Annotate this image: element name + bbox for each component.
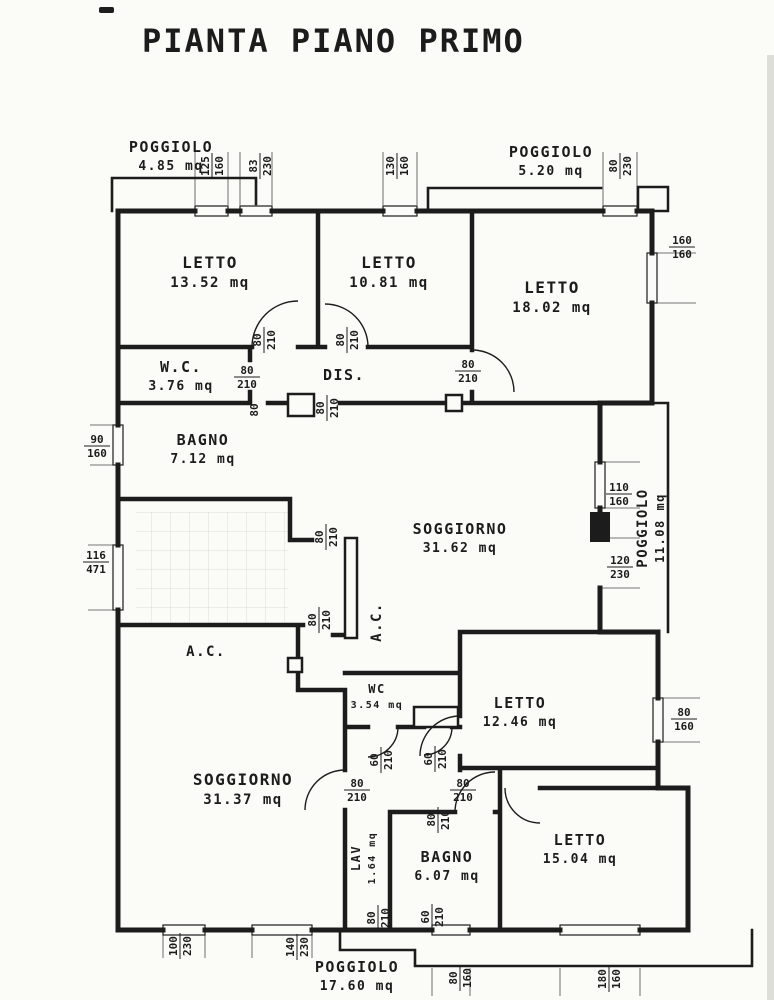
dim-label [344,777,370,804]
room-label-poggiolo-bottom [315,958,399,994]
dim-denominator: 210 [328,398,341,418]
dim-label [199,153,226,179]
room-label-text: POGGIOLO [635,488,651,568]
dim-label [669,234,695,261]
dim-numerator: 80 [334,333,347,347]
dim-numerator: 80 [456,777,470,790]
svg-text:POGGIOLO17.60 mq [315,958,399,994]
dim-denominator: 160 [461,968,474,988]
dim-label [607,554,633,581]
room-label-text: BAGNO [420,848,474,866]
dim-numerator: 80 [251,333,264,347]
dim-numerator: 125 [199,156,212,176]
dim-numerator: 160 [672,234,692,247]
room-label-letto-5 [543,831,618,867]
dim-numerator: 110 [609,481,629,494]
dim-denominator: 210 [348,330,361,350]
room-label-text: 10.81 mq [349,275,429,291]
room-label-text: SOGGIORNO [412,520,508,538]
svg-text:BAGNO7.12 mq [170,431,235,467]
dim-denominator: 230 [181,936,194,956]
room-label-letto-3 [512,278,591,316]
dim-numerator: 80 [248,403,261,417]
dim-numerator: 60 [422,752,435,766]
dim-denominator: 471 [86,563,106,576]
dim-denominator: 210 [347,791,367,804]
room-label-bagno-2 [414,848,479,884]
room-label-text: 11.08 mq [653,493,667,563]
dim-numerator: 120 [610,554,630,567]
dim-numerator: 60 [368,753,381,767]
room-label-letto-1 [170,253,249,291]
dim-label [607,153,634,179]
dim-label [247,153,274,179]
room-label-text: W.C. [159,358,203,376]
room-label-text: POGGIOLO [508,143,594,161]
dim-numerator: 80 [461,358,475,371]
dim-denominator: 210 [379,908,392,928]
dim-numerator: 83 [247,159,260,173]
room-label-text: 4.85 mq [138,159,204,174]
svg-text:POGGIOLO5.20 mq [509,143,593,179]
room-label-text: WC [368,682,386,696]
dim-numerator: 130 [384,156,397,176]
room-label-text: 15.04 mq [542,852,618,867]
dim-denominator: 210 [265,330,278,350]
room-label-text: LAV [349,844,363,872]
dim-label [422,746,449,772]
dim-numerator: 80 [306,613,319,627]
room-label-wc-1 [148,358,213,394]
dim-denominator: 210 [439,810,452,830]
room-label-text: 18.02 mq [512,300,592,316]
room-label-letto-4 [483,694,558,730]
dim-label [314,395,341,421]
room-label-text: POGGIOLO [314,958,400,976]
dim-denominator: 160 [398,156,411,176]
svg-text:DIS. [323,366,365,384]
dim-label [306,607,333,633]
plan-title: PIANTA PIANO PRIMO [142,22,525,60]
wall-pillar [288,394,314,416]
room-label-text: LETTO [553,831,607,849]
dim-denominator: 210 [433,907,446,927]
dim-denominator: 160 [213,156,226,176]
stair-grid [136,512,288,622]
dim-label [384,153,411,179]
room-label-text: 13.52 mq [170,275,250,291]
dim-numerator: 180 [596,969,609,989]
dim-denominator: 210 [453,791,473,804]
room-label-text: A.C. [369,602,385,642]
room-label-text: DIS. [322,366,366,384]
room-label-wc-2 [351,682,404,711]
dim-numerator: 80 [447,971,460,985]
room-label-ac-2 [369,602,385,642]
dim-label [334,327,361,353]
dim-label [248,403,261,416]
dim-numerator: 80 [240,364,254,377]
room-label-letto-2 [349,253,428,291]
room-label-text: 7.12 mq [170,452,236,467]
wall-pillar [288,658,302,672]
room-label-text: LETTO [524,278,580,297]
dim-numerator: 80 [365,911,378,925]
dim-label [84,433,110,460]
dim-denominator: 210 [237,378,257,391]
dim-label [368,747,395,773]
svg-text:SOGGIORNO31.62 mq [413,520,508,556]
room-label-poggiolo-right [635,488,667,567]
dim-label [450,777,476,804]
dim-denominator: 210 [320,610,333,630]
wall-pier [590,512,610,542]
room-label-text: 6.07 mq [414,869,480,884]
dim-numerator: 80 [350,777,364,790]
room-label-bagno-1 [170,431,235,467]
dim-denominator: 210 [382,750,395,770]
svg-text:LETTO18.02 mq [512,278,591,316]
room-label-text: SOGGIORNO [192,770,294,789]
room-label-text: POGGIOLO [128,138,214,156]
dim-numerator: 140 [284,937,297,957]
dim-denominator: 230 [298,937,311,957]
dim-label [234,364,260,391]
svg-text:LAV1.64 mq [349,832,378,885]
dim-label [365,905,392,931]
svg-text:A.C. [369,602,385,642]
dim-denominator: 210 [458,372,478,385]
dim-denominator: 160 [610,969,623,989]
svg-text:WC3.54 mq [351,682,404,711]
dim-numerator: 80 [607,159,620,173]
wall-pillar [446,395,462,411]
svg-text:LETTO15.04 mq [543,831,618,867]
svg-text:A.C. [186,644,226,660]
svg-text:POGGIOLO11.08 mq [635,488,667,567]
dim-denominator: 210 [327,527,340,547]
room-label-text: LETTO [361,253,417,272]
room-label-poggiolo-top-right [509,143,593,179]
room-label-text: 12.46 mq [482,715,558,730]
room-label-text: 31.37 mq [203,792,283,808]
svg-text:W.C.3.76 mq [148,358,213,394]
room-label-ac-1 [186,644,226,660]
dim-denominator: 160 [609,495,629,508]
room-label-soggiorno-2 [193,770,293,808]
room-label-dis [323,366,365,384]
dim-numerator: 80 [677,706,691,719]
dim-label [284,934,311,960]
svg-text:LETTO12.46 mq [483,694,558,730]
room-label-soggiorno-1 [413,520,508,556]
room-label-text: A.C. [186,644,226,660]
svg-text:BAGNO6.07 mq [414,848,479,884]
dim-label [455,358,481,385]
room-label-text: LETTO [182,253,238,272]
dim-numerator: 80 [314,401,327,415]
svg-text:LETTO10.81 mq [349,253,428,291]
dim-numerator: 100 [167,936,180,956]
room-label-text: 31.62 mq [422,541,498,556]
dim-numerator: 116 [86,549,106,562]
room-label-text: LETTO [493,694,547,712]
dim-label [447,965,474,991]
dim-label [596,966,623,992]
dim-denominator: 160 [672,248,692,261]
door-arcs [252,301,540,823]
dim-denominator: 160 [87,447,107,460]
dim-label [313,524,340,550]
room-label-text: 3.54 mq [350,700,404,711]
dim-denominator: 160 [674,720,694,733]
dim-label [671,706,697,733]
room-label-text: 17.60 mq [319,979,395,994]
dim-denominator: 230 [610,568,630,581]
room-label-lav [349,832,378,885]
dim-numerator: 60 [419,910,432,924]
room-label-text: 5.20 mq [518,164,584,179]
corner-pillar [638,187,668,211]
dim-label [83,549,109,576]
svg-text:SOGGIORNO31.37 mq [193,770,293,808]
dim-denominator: 230 [621,156,634,176]
dim-denominator: 230 [261,156,274,176]
svg-text:LETTO13.52 mq [170,253,249,291]
dim-label [606,481,632,508]
room-label-text: 3.76 mq [148,379,214,394]
dim-label [167,933,194,959]
room-label-text: 1.64 mq [367,831,378,885]
dim-numerator: 80 [313,530,326,544]
room-label-text: BAGNO [176,431,230,449]
dim-denominator: 210 [436,749,449,769]
dim-numerator: 80 [425,813,438,827]
corridor-wall [345,538,357,638]
dim-numerator: 90 [90,433,104,446]
dim-label [419,904,446,930]
